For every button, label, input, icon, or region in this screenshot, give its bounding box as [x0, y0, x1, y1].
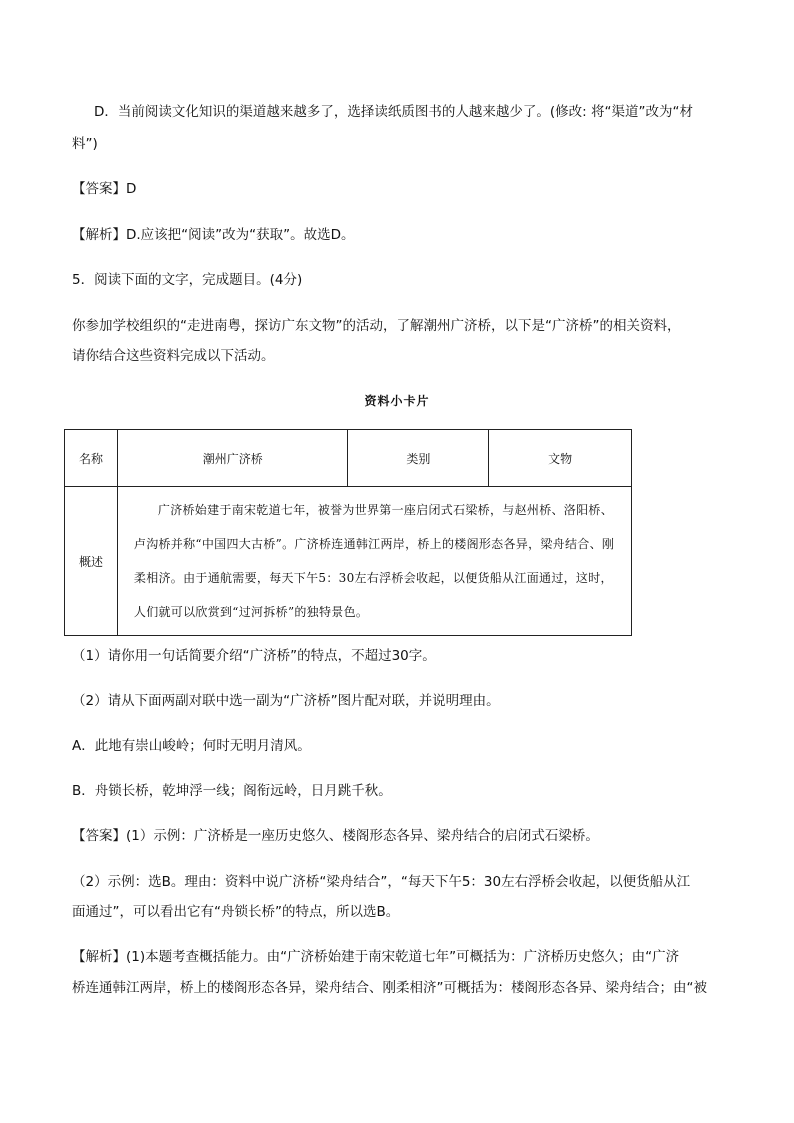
previous-analysis: 【解析】D.应该把“阅读”改为“获取”。故选D。	[72, 227, 355, 243]
overview-text-cell	[117, 487, 631, 636]
question-5-intro-line-1: 你参加学校组织的“走进南粤，探访广东文物”的活动，了解潮州广济桥，以下是“广济桥”的相关资料，	[72, 318, 681, 334]
info-card-table	[64, 429, 632, 636]
sub-question-1: （1）请你用一句话简要介绍“广济桥”的特点，不超过30字。	[72, 648, 436, 664]
answer-part-2-line-1: （2）示例：选B。理由：资料中说广济桥“梁舟结合”，“每天下午5：30左右浮桥会收起，以便货船从江	[72, 874, 691, 890]
category-value-cell: 文物	[489, 430, 632, 487]
answer-part-1: 【答案】(1）示例：广济桥是一座历史悠久、楼阁形态各异、梁舟结合的启闭式石梁桥。	[72, 828, 599, 844]
name-value-cell: 潮州广济桥	[117, 430, 348, 487]
card-header-row	[65, 430, 632, 487]
couplet-option-b: B．舟锁长桥，乾坤浮一线；阁衔远岭，日月跳千秋。	[72, 783, 392, 799]
card-caption: 资料小卡片	[364, 394, 430, 408]
option-d-line-2: 料”)	[72, 136, 98, 152]
question-5-title: 5．阅读下面的文字，完成题目。(4分)	[72, 272, 303, 288]
sub-question-2: （2）请从下面两副对联中选一副为“广济桥”图片配对联，并说明理由。	[72, 693, 500, 709]
overview-label-cell: 概述	[65, 487, 118, 636]
name-label-cell: 名称	[65, 430, 118, 487]
previous-answer: 【答案】D	[72, 181, 137, 197]
question-5-intro-line-2: 请你结合这些资料完成以下活动。	[72, 348, 275, 364]
overview-text: 广济桥始建于南宋乾道七年，被誉为世界第一座启闭式石梁桥，与赵州桥、洛阳桥、卢沟桥并称“中国四大古桥”。广济桥连通韩江两岸，桥上的楼阁形态各异，梁舟结合、刚柔相济。由于通航需要，每天下午5：30左右浮桥会收起，以便货船从江面通过，这时，人们就可以欣赏到“过河拆桥”的独特景色。	[133, 503, 615, 619]
analysis-line-2: 桥连通韩江两岸，桥上的楼阁形态各异，梁舟结合、刚柔相济”可概括为：楼阁形态各异、梁舟结合；由“被	[72, 980, 707, 996]
option-d-line-1: D．当前阅读文化知识的渠道越来越多了，选择读纸质图书的人越来越少了。(修改: 将“渠道”改为“材	[94, 104, 693, 120]
analysis-line-1: 【解析】(1)本题考查概括能力。由“广济桥始建于南宋乾道七年”可概括为：广济桥历史悠久；由“广济	[72, 949, 680, 965]
answer-part-2-line-2: 面通过”，可以看出它有“舟锁长桥”的特点，所以选B。	[72, 904, 400, 920]
category-label-cell: 类别	[348, 430, 489, 487]
card-overview-row	[65, 487, 632, 636]
couplet-option-a: A．此地有崇山峻岭；何时无明月清风。	[72, 738, 311, 754]
